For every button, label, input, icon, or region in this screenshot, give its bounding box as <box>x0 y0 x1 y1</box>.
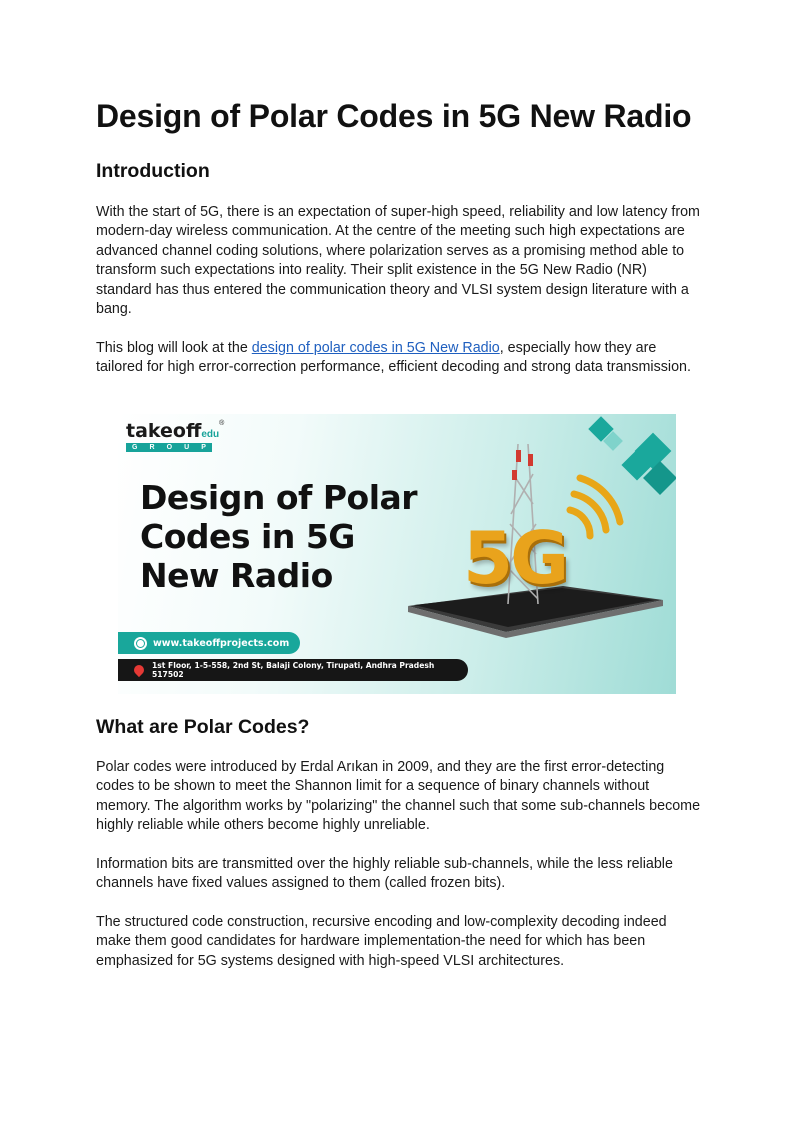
address-text: 1st Floor, 1-5-558, 2nd St, Balaji Colony, Tirupati, Andhra Pradesh 517502 <box>151 661 435 679</box>
polar-paragraph-3: The structured code construction, recursive encoding and low-complexity decoding indeed make them good candidates for hardware implementation-the need for which has been emphasized for 5G systems designed with high-speed VLSI architectures. <box>96 914 667 969</box>
intro-paragraph-1: With the start of 5G, there is an expectation of super-high speed, reliability and low latency from modern-day wireless communication. At the centre of the meeting such high expectations are advanced channel coding solutions, where polarization serves as a promising method able to transform such expectations into reality. Their split existence in the 5G New Radio (NR) standard has thus entered the communication theory and VLSI system design literature with a bang. <box>96 204 700 318</box>
section-heading-polar-codes: What are Polar Codes? <box>96 716 310 738</box>
polar-paragraph-2: Information bits are transmitted over the highly reliable sub-channels, while the less reliable channels have fixed values assigned to them (called frozen bits). <box>96 856 673 892</box>
globe-icon <box>134 637 147 650</box>
page-title: Design of Polar Codes in 5G New Radio <box>96 98 692 134</box>
design-polar-codes-link[interactable]: design of polar codes in 5G New Radio <box>251 340 500 356</box>
intro-paragraph-2: This blog will look at the design of polar codes in 5G New Radio, especially how they are tailored for high error-correction performance, efficient decoding and strong data transmission. <box>96 340 691 376</box>
banner-title: Design of Polar Codes in 5G New Radio <box>140 478 418 595</box>
website-pill <box>118 632 300 654</box>
address-pill <box>118 659 468 681</box>
polar-paragraph-1: Polar codes were introduced by Erdal Arıkan in 2009, and they are the first error-detecting codes to be shown to meet the Shannon limit for a sequence of binary channels without memory. The algorithm works by "polarizing" the channel such that some sub-channels become highly reliable while others become highly unreliable. <box>96 759 701 834</box>
takeoff-edu-logo: takeoffedu® G R O U P <box>126 420 225 451</box>
website-text: www.takeoffprojects.com <box>153 637 290 649</box>
article-banner-image <box>118 414 676 694</box>
badge-5g: 5G <box>463 516 567 600</box>
section-heading-introduction: Introduction <box>96 160 210 182</box>
location-pin-icon <box>132 663 146 677</box>
